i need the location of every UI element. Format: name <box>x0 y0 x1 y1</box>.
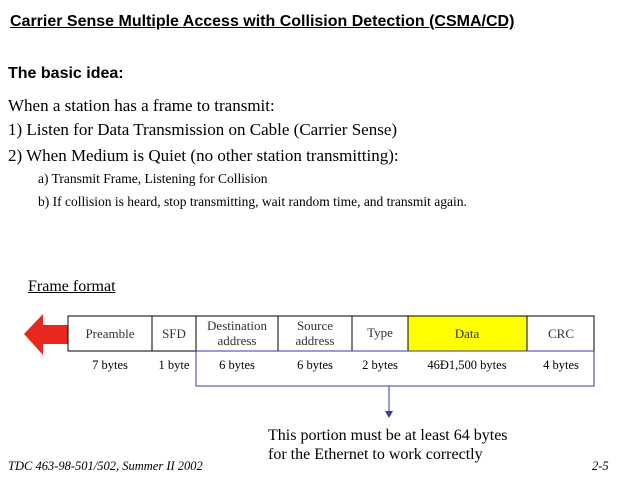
note-line-1: This portion must be at least 64 bytes <box>268 427 508 444</box>
field-name-destination-line1: Destination <box>207 318 267 333</box>
field-size-type: 2 bytes <box>362 358 398 372</box>
intro-text: When a station has a frame to transmit: <box>8 96 275 115</box>
bracket-pointer-arrowhead <box>385 411 393 418</box>
footer-course-label: TDC 463-98-501/502, Summer II 2002 <box>8 459 203 473</box>
field-name-crc: CRC <box>547 326 575 341</box>
basic-idea-heading: The basic idea: <box>8 65 124 82</box>
slide-title: Carrier Sense Multiple Access with Collision Detection (CSMA/CD) <box>10 13 515 30</box>
transmit-direction-arrow <box>24 314 72 355</box>
substep-a: a) Transmit Frame, Listening for Collision <box>38 171 268 186</box>
substep-b: b) If collision is heard, stop transmitting, wait random time, and transmit again. <box>38 194 467 209</box>
field-name-sfd: SFD <box>162 326 186 341</box>
field-name-source-line2: address <box>295 333 335 348</box>
step-2: 2) When Medium is Quiet (no other station transmitting): <box>8 146 399 165</box>
footer-page-number: 2-5 <box>592 459 609 473</box>
field-name-preamble: Preamble <box>85 326 135 341</box>
field-size-data: 46Ð1,500 bytes <box>427 358 507 372</box>
field-size-crc: 4 bytes <box>543 358 579 372</box>
step-1: 1) Listen for Data Transmission on Cable (Carrier Sense) <box>8 120 398 139</box>
field-size-sfd: 1 byte <box>158 358 190 372</box>
field-name-destination-line2: address <box>217 333 257 348</box>
field-name-source-line1: Source <box>296 318 334 333</box>
field-size-source: 6 bytes <box>297 358 333 372</box>
field-size-destination: 6 bytes <box>219 358 255 372</box>
field-size-preamble: 7 bytes <box>92 358 128 372</box>
note-line-2: for the Ethernet to work correctly <box>268 446 483 463</box>
field-name-data: Data <box>454 326 480 341</box>
frame-format-label: Frame format <box>28 278 116 295</box>
field-name-type: Type <box>367 325 393 340</box>
